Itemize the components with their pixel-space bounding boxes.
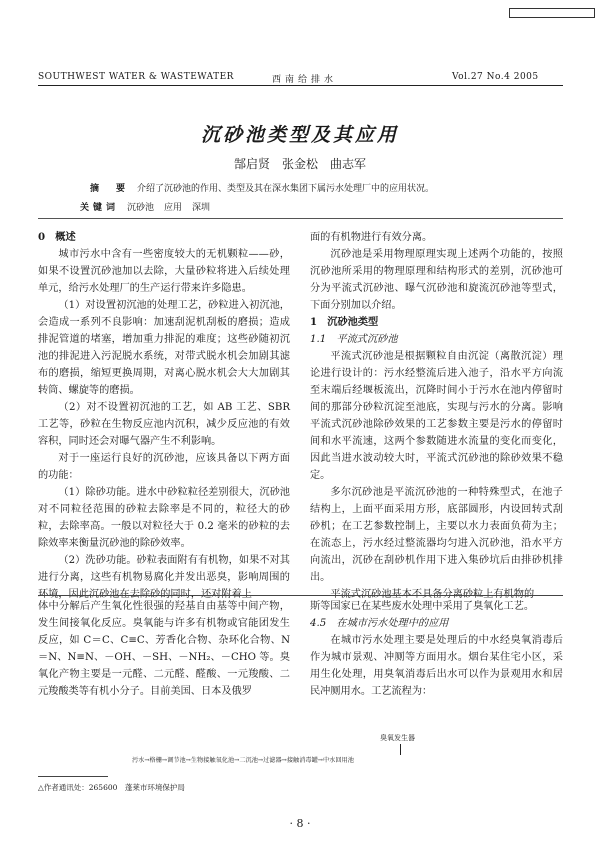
abstract-label: 摘 要 xyxy=(90,184,130,194)
left-column-bottom xyxy=(38,598,290,700)
page-divider-rule xyxy=(38,595,563,596)
paragraph: （2）洗砂功能。砂粒表面附有有机物，如果不对其进行分离，这些有机物易腐化并发出恶臭，影响周围的 xyxy=(38,555,290,583)
page-number: · 8 · xyxy=(289,817,311,830)
process-flow-diagram xyxy=(132,732,572,772)
paragraph: （1）对设置初沉池的处理工艺，砂粒进入初沉池，会造成一系列不良影响：加速刮泥机刮板的磨损；造成排泥管道的堵塞，增加重力排泥的难度；这些砂随初沉池的排泥进入污泥脱水系统，对带式脱水机会加剧其滤布的磨损，缩短更换周期，对离心脱水机会大大加剧其转筒、螺旋等的磨损。 xyxy=(38,300,290,396)
header-rule xyxy=(38,85,563,86)
paragraph: 斯等国家已在某些废水处理中采用了臭氧化工艺。 xyxy=(310,601,535,612)
section-heading: 1 沉砂池类型 xyxy=(310,316,379,328)
paragraph: 在城市污水处理主要是处理后的中水经臭氧消毒后作为城市景观、冲厕等方面用水。烟台某住宅小区，采用生化处理，用臭氧消毒后出水可以作为景观用水和居民冲厕用水。工艺流程为： xyxy=(310,635,563,697)
ozone-generator-label: 臭氧发生器 xyxy=(380,734,415,742)
keywords-label: 关键词 xyxy=(80,203,120,213)
keywords xyxy=(80,200,560,213)
journal-name-cn: 西南给排水 xyxy=(272,75,338,85)
paragraph: 体中分解后产生氧化性很强的羟基自由基等中间产物，发生间接氧化反应。臭氧能与许多有机物或官能团发生反应，如 C＝C、C≡C、芳香化合物、杂环化合物、N＝N、N≡N、－OH、－SH、－NH₂、－CHO 等。臭氧化产物主要是一元醛、二元醛、醛酸、一元羧酸、二元羧酸类等有机小分子。目前美国、日本及俄罗 xyxy=(38,601,290,697)
paragraph: （2）对不设置初沉池的工艺，如 AB 工艺、SBR工艺等，砂粒在生物反应池内沉积，减少反应池的有效容积，同时还会对曝气器产生不利影响。 xyxy=(38,402,290,447)
abstract-rule xyxy=(38,218,563,219)
left-column-top xyxy=(38,229,290,603)
top-stub-box xyxy=(509,8,595,18)
paragraph: 城市污水中含有一些密度较大的无机颗粒——砂，如果不设置沉砂池加以去除，大量砂粒将进入后续处理单元，给污水处理厂的生产运行带来许多隐患。 xyxy=(38,249,290,294)
author-footnote: △作者通讯处：265600 蓬莱市环境保护局 xyxy=(38,783,185,792)
keyword: 深圳 xyxy=(192,203,211,213)
footnote-rule xyxy=(38,776,108,777)
keyword: 沉砂池 xyxy=(127,203,155,213)
process-flow-line: 污水→格栅→调节池→生物接触氧化池→二沉池→过滤器→接触消毒罐→中水回用池 xyxy=(132,757,354,764)
abstract-text: 介绍了沉砂池的作用、类型及其在深水集团下属污水处理厂中的应用状况。 xyxy=(137,184,435,194)
subsection-heading: 4.5 在城市污水处理中的应用 xyxy=(310,618,449,629)
paragraph: 沉砂池是采用物理原理实现上述两个功能的，按照沉砂池所采用的物理原理和结构形式的差别，沉砂池可分为平流式沉砂池、曝气沉砂池和旋流沉砂池等型式，下面分别加以介绍。 xyxy=(310,249,563,311)
keyword: 应用 xyxy=(164,203,183,213)
abstract xyxy=(90,181,560,194)
right-column-top xyxy=(310,229,563,603)
paragraph: （1）除砂功能。进水中砂粒粒径差别很大，沉砂池对不同粒径范围的砂粒去除率是不同的，粒径大的砂粒，去除率高。一般以对粒径大于 0.2 毫米的砂粒的去除效率来衡量沉砂池的除砂效率。 xyxy=(38,487,290,549)
paragraph: 平流式沉砂池是根据颗粒自由沉淀（离散沉淀）理论进行设计的：污水经整流后进入池子，沿水平方向流至末端后经堰板流出，沉降时间小于污水在池内停留时间的那部分砂粒沉淀至池底，实现与污水的分离。影响平流式沉砂池除砂效果的工艺参数主要是污水的停留时间和水平流速，这两个参数随进水流量的变化而变化，因此当进水波动较大时，平流式沉砂池的除砂效果不稳定。 xyxy=(310,351,563,481)
paper-title: 沉砂池类型及其应用 xyxy=(200,124,399,146)
journal-volume: Vol.27 No.4 2005 xyxy=(452,72,539,82)
journal-name-en: SOUTHWEST WATER & WASTEWATER xyxy=(38,72,234,82)
flow-connector-arrow xyxy=(400,744,401,755)
section-heading: 0 概述 xyxy=(38,231,76,243)
paragraph: 多尔沉砂池是平流沉砂池的一种特殊型式，在池子结构上，上面平面采用方形，底部圆形，内设回转式刮砂机；在工艺参数控制上，主要以水力表面负荷为主；在流态上，污水经过整流器均匀进入沉砂池，沿水平方向流出，沉砂在刮砂机作用下进入集砂坑后由排砂机排出。 xyxy=(310,487,563,583)
right-column-bottom xyxy=(310,598,563,700)
paper-authors: 郜启贤 张金松 曲志军 xyxy=(233,157,366,171)
subsection-heading: 1.1 平流式沉砂池 xyxy=(310,334,398,345)
paragraph: 面的有机物进行有效分离。 xyxy=(310,232,433,243)
paragraph: 对于一座运行良好的沉砂池，应该具备以下两方面的功能： xyxy=(38,453,290,481)
